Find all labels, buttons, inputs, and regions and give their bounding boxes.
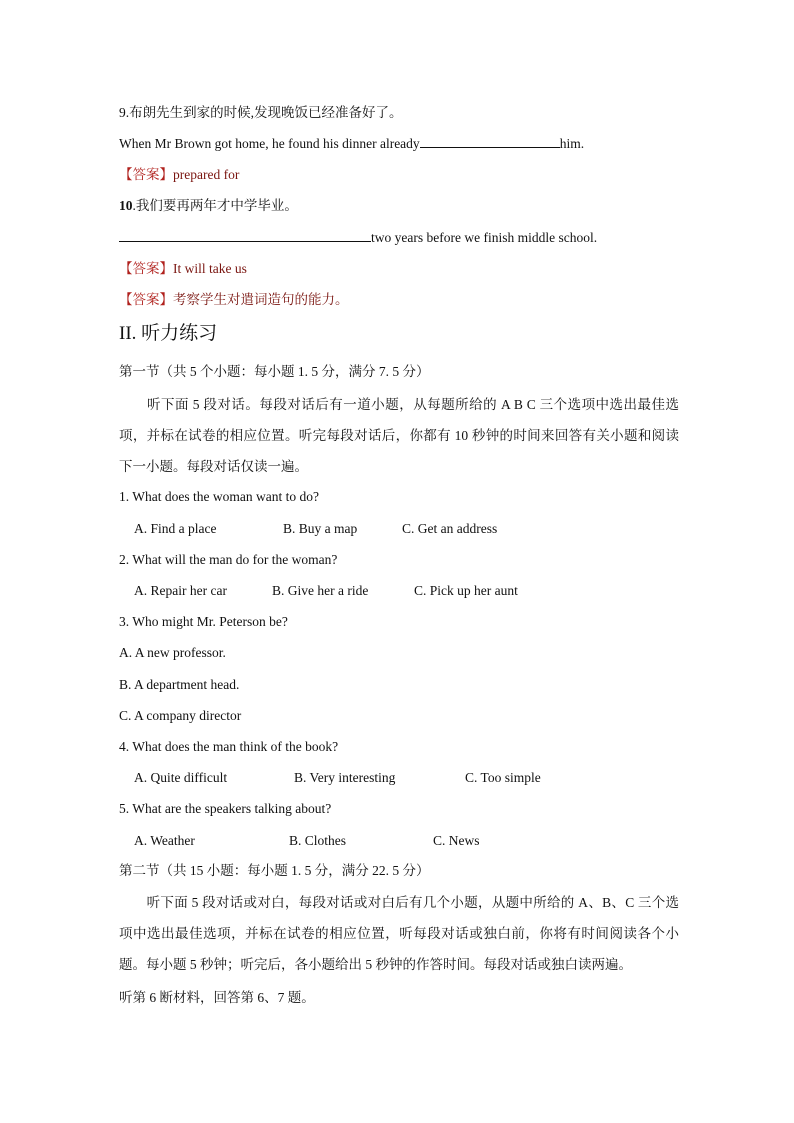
- q10-note: [119, 291, 349, 309]
- part2-lead: 听第 6 断材料，回答第 6、7 题。: [119, 990, 315, 1005]
- q9-answer: [119, 166, 239, 184]
- q10-number: 10: [119, 198, 133, 213]
- q10-sentence-after: two years before we finish middle school.: [371, 230, 598, 245]
- q10-answer: [119, 260, 247, 278]
- q4-option-b[interactable]: B. Very interesting: [294, 770, 396, 785]
- q9-sentence-after: him.: [559, 136, 585, 151]
- q9-sentence-before: When Mr Brown got home, he found his dinner already: [119, 136, 420, 151]
- q1-option-c[interactable]: C. Get an address: [402, 521, 498, 536]
- answer-tag: 【答案】: [119, 167, 173, 182]
- question-2: 2. What will the man do for the woman?: [119, 552, 338, 567]
- q4-option-c[interactable]: C. Too simple: [465, 770, 541, 785]
- q3-option-a[interactable]: A. A new professor.: [119, 645, 226, 660]
- q1-option-b[interactable]: B. Buy a map: [283, 521, 358, 536]
- q1-option-a[interactable]: A. Find a place: [134, 521, 217, 536]
- q9-sentence: [119, 135, 584, 153]
- question-3: 3. Who might Mr. Peterson be?: [119, 614, 288, 629]
- q9-prompt: [119, 104, 403, 122]
- q5-option-b[interactable]: B. Clothes: [289, 833, 347, 848]
- q3-option-b[interactable]: B. A department head.: [119, 677, 240, 692]
- q10-chinese: .我们要再两年才中学毕业。: [132, 198, 298, 213]
- q10-sentence: [119, 229, 597, 247]
- q2-option-c[interactable]: C. Pick up her aunt: [414, 583, 518, 598]
- part2-instructions: 听下面 5 段对话或对白，每段对话或对白后有几个小题，从题中所给的 A、B、C 三个选项中选出最佳选项，并标在试卷的相应位置，听每段对话或独白前，你将有时间阅读各个小题。每小题 5 秒钟；听完后，各小题给出 5 秒钟的作答时间。每段对话或独白读两遍。: [119, 895, 679, 972]
- q5-option-c[interactable]: C. News: [433, 833, 480, 848]
- q10-blank[interactable]: [119, 229, 371, 242]
- question-4: 4. What does the man think of the book?: [119, 739, 339, 754]
- answer-tag: 【答案】: [119, 261, 173, 276]
- part1-heading: 第一节（共 5 个小题：每小题 1. 5 分，满分 7. 5 分）: [119, 364, 430, 379]
- q5-option-a[interactable]: A. Weather: [134, 833, 195, 848]
- q9-blank[interactable]: [420, 135, 560, 148]
- q10-prompt: [119, 197, 298, 215]
- q9-number: 9.: [119, 105, 130, 120]
- part1-instructions: 听下面 5 段对话。每段对话后有一道小题，从每题所给的 A B C 三个选项中选出最佳选项，并标在试卷的相应位置。听完每段对话后，你都有 10 秒钟的时间来回答有关小题和阅读下一小题。每段对话仅读一遍。: [119, 397, 679, 474]
- part2-heading: 第二节（共 15 小题：每小题 1. 5 分，满分 22. 5 分）: [119, 863, 430, 878]
- question-5: 5. What are the speakers talking about?: [119, 801, 332, 816]
- q2-option-b[interactable]: B. Give her a ride: [272, 583, 369, 598]
- section-title: II. 听力练习: [119, 323, 218, 344]
- q4-option-a[interactable]: A. Quite difficult: [134, 770, 228, 785]
- q3-option-c[interactable]: C. A company director: [119, 708, 242, 723]
- question-1: 1. What does the woman want to do?: [119, 489, 319, 504]
- answer-tag: 【答案】: [119, 292, 173, 307]
- q9-chinese: 布朗先生到家的时候,发现晚饭已经准备好了。: [129, 105, 403, 120]
- q9-answer-text: prepared for: [173, 167, 240, 182]
- q2-option-a[interactable]: A. Repair her car: [134, 583, 227, 598]
- q10-answer-text: It will take us: [173, 261, 247, 276]
- q10-note-text: 考察学生对遣词造句的能力。: [173, 292, 349, 307]
